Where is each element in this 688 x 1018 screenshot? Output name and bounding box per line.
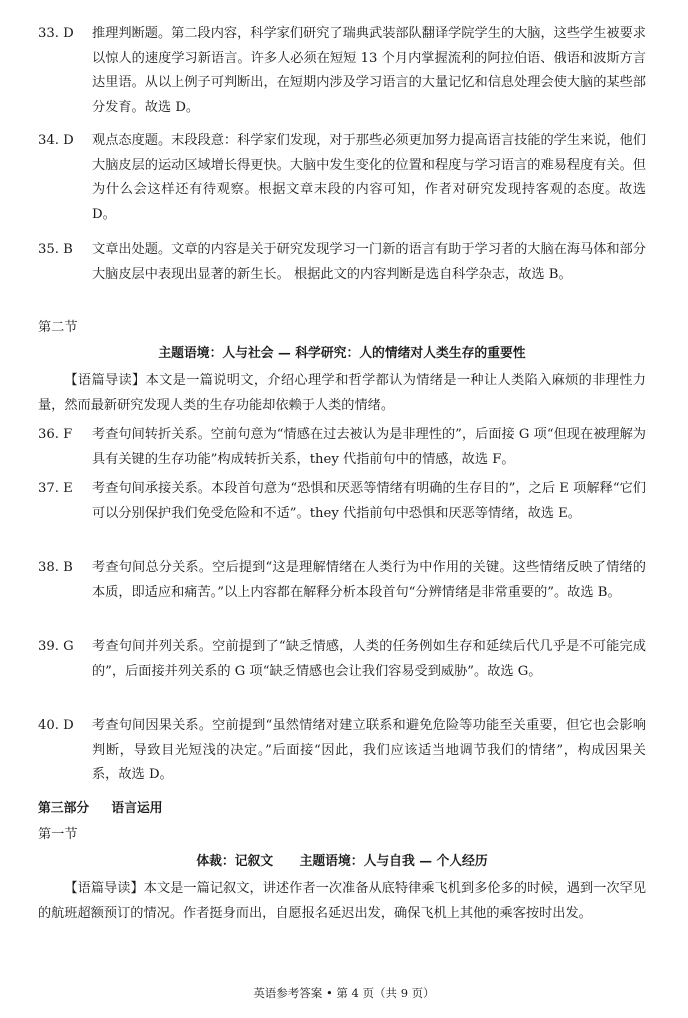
answer-item-38 — [38, 556, 646, 605]
item-explanation: 考查句间承接关系。本段首句意为“恐惧和厌恶等情绪有明确的生存目的”，之后 E 项解释“它们可以分别保护我们免受危险和不适”。they 代指前句中恐惧和厌恶等情绪，故选 E。 — [92, 481, 646, 521]
answer-item-36 — [38, 423, 646, 472]
part-3-title — [38, 797, 646, 821]
item-explanation: 考查句间总分关系。空后提到“这是理解情绪在人类行为中作用的关键。这些情绪反映了情绪的本质，即适应和痛苦。”以上内容都在解释分析本段首句“分辨情绪是非常重要的”。故选 B。 — [92, 560, 646, 600]
item-explanation: 文章出处题。文章的内容是关于研究发现学习一门新的语言有助于学习者的大脑在海马体和部分大脑皮层中表现出显著的新生长。 根据此文的内容判断是选自科学杂志，故选 B。 — [92, 242, 646, 282]
answer-item-35 — [38, 238, 646, 287]
intro-tag: 【语篇导读】 — [64, 881, 144, 896]
item-number: 39. G — [38, 639, 74, 654]
answer-item-34 — [38, 129, 646, 227]
item-explanation: 考查句间并列关系。空前提到了“缺乏情感，人类的任务例如生存和延续后代几乎是不可能完成的”，后面接并列关系的 G 项“缺乏情感也会让我们容易受到威胁”。故选 G。 — [92, 639, 646, 679]
section-2-heading: 主题语境：人与社会 — 科学研究：人的情绪对人类生存的重要性 — [158, 346, 526, 361]
section-1-intro — [38, 877, 646, 926]
item-number: 33. D — [38, 26, 74, 41]
page-footer: 英语参考答案 • 第 4 页（共 9 页） — [253, 986, 435, 1000]
item-explanation: 考查句间转折关系。空前句意为“情感在过去被认为是非理性的”，后面接 G 项“但现在被理解为具有关键的生存功能”构成转折关系，they 代指前句中的情感，故选 F。 — [92, 427, 646, 467]
item-number: 34. D — [38, 133, 74, 148]
item-number: 35. B — [38, 242, 73, 257]
answer-item-33 — [38, 22, 646, 120]
item-explanation: 考查句间因果关系。空前提到“虽然情绪对建立联系和避免危险等功能至关重要，但它也会影响判断，导致目光短浅的决定。”后面接“因此，我们应该适当地调节我们的情绪”，构成因果关系，故选 D。 — [92, 718, 646, 782]
part-label: 第三部分 — [38, 801, 90, 816]
intro-tag: 【语篇导读】 — [64, 373, 146, 388]
intro-text: 本文是一篇记叙文，讲述作者一次准备从底特律乘飞机到多伦多的时候，遇到一次罕见的航班超额预订的情况。作者挺身而出，自愿报名延迟出发，确保飞机上其他的乘客按时出发。 — [38, 881, 647, 921]
answer-item-37 — [38, 477, 646, 526]
item-number: 37. E — [38, 481, 73, 496]
section-2-label: 第二节 — [38, 320, 78, 335]
section-1-heading — [38, 850, 646, 874]
section-1-label: 第一节 — [38, 827, 78, 842]
theme-label: 主题语境：人与自我 — 个人经历 — [299, 854, 488, 869]
answer-item-40 — [38, 714, 646, 788]
item-explanation: 推理判断题。第二段内容，科学家们研究了瑞典武装部队翻译学院学生的大脑，这些学生被要求以惊人的速度学习新语言。许多人必须在短短 13 个月内掌握流利的阿拉伯语、俄语和波斯方言达里语。从以上例子可判断出，在短期内涉及学习语言的大量记忆和信息处理会使大脑的某些部分发育。故选 D。 — [92, 26, 646, 115]
item-number: 36. F — [38, 427, 73, 442]
item-number: 38. B — [38, 560, 73, 575]
intro-text: 本文是一篇说明文，介绍心理学和哲学都认为情绪是一种让人类陷入麻烦的非理性力量，然而最新研究发现人类的生存功能却依赖于人类的情绪。 — [38, 373, 646, 413]
section-2-intro — [38, 369, 646, 418]
answer-item-39 — [38, 635, 646, 684]
item-number: 40. D — [38, 718, 74, 733]
genre-label: 体裁：记叙文 — [196, 854, 274, 869]
item-explanation: 观点态度题。末段段意：科学家们发现，对于那些必须更加努力提高语言技能的学生来说，他们大脑皮层的运动区域增长得更快。大脑中发生变化的位置和程度与学习语言的难易程度有关。但为什么会这样还有待观察。根据文章末段的内容可知，作者对研究发现持客观的态度。故选 D。 — [92, 133, 646, 222]
part-name: 语言运用 — [111, 801, 163, 816]
